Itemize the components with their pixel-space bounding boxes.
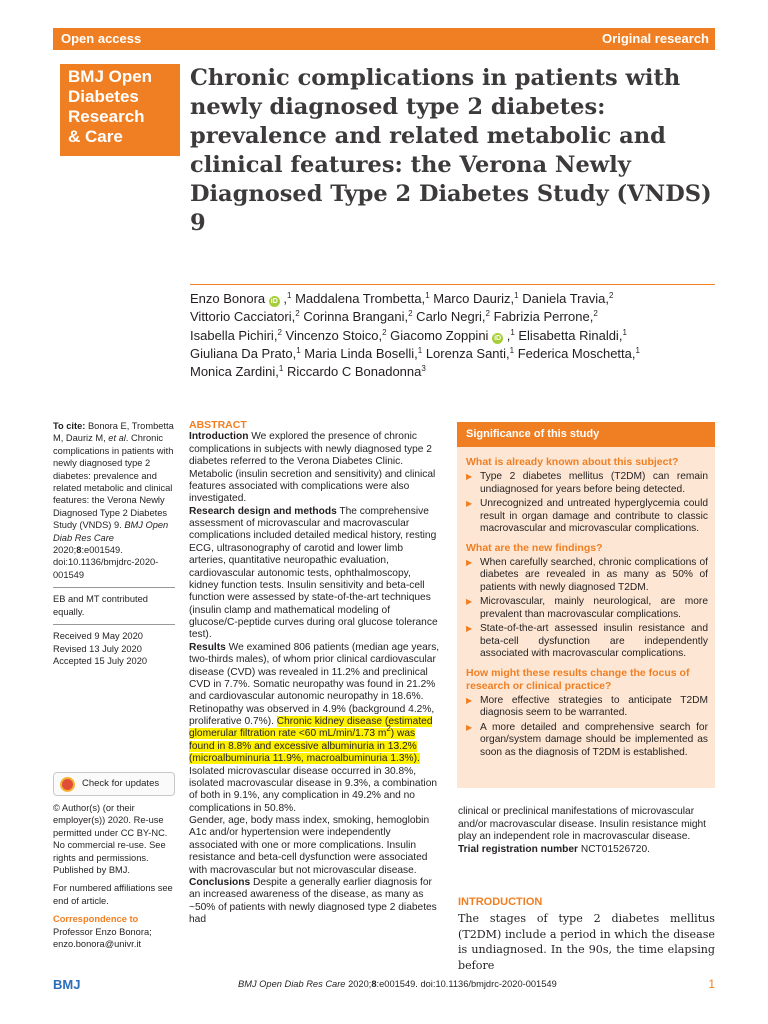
page-number: 1 xyxy=(708,977,715,991)
affil-sup: 1 xyxy=(635,345,640,355)
list-item: ▶ When carefully searched, chronic complications of diabetes are revealed in as many as 50% of patients with newly diagnosed T2DM. xyxy=(466,557,708,595)
logo-line-1: BMJ Open xyxy=(68,67,153,86)
author: Daniela Travia, xyxy=(518,291,609,306)
abstract-results xyxy=(189,642,441,815)
introduction-heading: INTRODUCTION xyxy=(458,896,543,908)
logo-line-3: Research xyxy=(68,107,145,126)
orcid-icon[interactable]: iD xyxy=(494,334,502,342)
abstract-introduction xyxy=(189,431,441,505)
list-item: ▶ A more detailed and comprehensive search for organ/system damage should be implemented as soon as the diagnosis of T2DM is established. xyxy=(466,722,708,760)
author: Carlo Negri, xyxy=(412,309,486,325)
list-item: ▶ Microvascular, mainly neurological, are more prevalent than macrovascular complications. xyxy=(466,596,708,621)
check-for-updates-button[interactable] xyxy=(53,772,175,796)
affil-sup: 2 xyxy=(382,327,387,337)
cite-text: Bonora E, Trombetta M, Dauriz M, xyxy=(53,421,174,444)
author: Maddalena Trombetta, xyxy=(291,291,426,306)
cite-label: To cite: xyxy=(53,421,86,431)
affil-sup: 2 xyxy=(485,309,490,319)
copyright-note: © Author(s) (or their employer(s)) 2020. Re-use permitted under CC BY-NC. No commercial re-use. See rights and permissions. Published by BMJ. xyxy=(53,803,168,876)
author: Vittorio Cacciatori, xyxy=(190,309,296,325)
affil-sup: 2 xyxy=(593,309,598,319)
correspondence-email[interactable]: enzo.bonora@univr.it xyxy=(53,939,141,950)
section-text: We explored the presence of chronic complications in subjects with newly diagnosed type 2 diabetes referred to the Verona Diabetes Clinic. Metabolic (insulin secretion and sensitivity) and clinical features associated with complications were also investigated. xyxy=(189,431,436,505)
footer-year: 2020; xyxy=(345,979,372,989)
section-text: The comprehensive assessment of microvascular and macrovascular complications included detailed medical history, resting ECG, ultrasonography of carotid and lower limb arteries, quantitative neuropathic evaluation, cardiovascular autonomic tests, ophthalmoscopy, kidney function tests. Insulin sensitivity and beta-cell function were assessed by state-of-the-art techniques (insulin clamp and mathematical modeling of glucose/C-peptide curves during oral glucose tolerance test). xyxy=(189,505,438,641)
author: Corinna Brangani, xyxy=(299,309,409,325)
footer-doi: :e001549. doi:10.1136/bmjdrc-2020-001549 xyxy=(376,979,557,989)
affil-sup: 2 xyxy=(295,309,300,319)
cite-text: . Chronic complications in patients with newly diagnosed type 2 diabetes: prevalence and related metabolic and clinical features: the Verona Newly Diagnosed Type 2 Diabetes Study (VNDS) 9. xyxy=(53,433,174,531)
author: Elisabetta Rinaldi, xyxy=(514,327,623,343)
bullet-list xyxy=(466,695,708,760)
abstract-results-cont: Gender, age, body mass index, smoking, hemoglobin A1c and/or hypertension were independently associated with one or more complications. Insulin resistance and beta-cell dysfunction were associated with macrovascular but not microvascular disease. xyxy=(189,815,430,876)
article-type-label: Original research xyxy=(602,31,709,46)
abstract-conclusions xyxy=(189,877,441,927)
author: Monica Zardini, xyxy=(190,364,279,380)
affil-sup: 1 xyxy=(514,291,519,300)
title-divider xyxy=(190,284,715,285)
author: Isabella Pichiri, xyxy=(190,327,278,343)
question-heading: What is already known about this subject? xyxy=(466,456,679,468)
abstract-continuation xyxy=(458,806,716,856)
affil-sup: 1 xyxy=(417,345,423,355)
list-item: ▶ More effective strategies to anticipate T2DM diagnosis seem to be warranted. xyxy=(466,695,708,720)
section-label: Introduction xyxy=(189,431,249,443)
highlight-part: Chronic kidney disease (estimated glomerular filtration rate <60 mL/min/1.73 m xyxy=(189,716,433,740)
citation-block xyxy=(53,420,175,581)
rights-sidebar xyxy=(53,802,175,950)
continuation-text: clinical or preclinical manifestations of microvascular and/or macrovascular disease. Insulin resistance might play an independent role in macrovascular disease. xyxy=(458,806,707,842)
page-footer xyxy=(53,975,715,993)
affil-sup: 1 xyxy=(425,291,430,300)
correspondence-name: Professor Enzo Bonora; xyxy=(53,926,152,937)
cite-etal: et al xyxy=(108,433,126,444)
correspondence-label: Correspondence to xyxy=(53,914,139,925)
orcid-icon[interactable]: iD xyxy=(270,298,278,305)
affil-sup: 1 xyxy=(622,327,627,337)
author-sep: , xyxy=(279,291,288,306)
bullet-list xyxy=(466,557,708,661)
divider xyxy=(53,587,175,588)
affil-sup: 1 xyxy=(509,345,515,355)
logo-line-4: & Care xyxy=(68,127,123,146)
affil-sup: 3 xyxy=(421,364,426,374)
abstract-heading: ABSTRACT xyxy=(189,419,247,431)
section-label: Results xyxy=(189,641,226,653)
crossmark-icon xyxy=(60,777,75,792)
divider xyxy=(53,624,175,625)
superscript: 2 xyxy=(386,724,391,734)
footer-volume: 8 xyxy=(371,979,377,989)
author: Vincenzo Stoico, xyxy=(281,327,383,343)
citation-sidebar xyxy=(53,420,175,667)
abstract xyxy=(189,419,441,926)
author: Giuliana Da Prato, xyxy=(190,345,297,361)
cite-text: 2020; xyxy=(53,545,77,556)
bullet-list xyxy=(466,471,708,536)
author: Marco Dauriz, xyxy=(429,291,515,306)
accepted-date: Accepted 15 July 2020 xyxy=(53,655,148,666)
cite-journal: BMJ Open Diab Res Care xyxy=(53,520,169,543)
section-text: We examined 806 patients (median age years, two-thirds males), of whom prior clinical cardiovascular disease (CVD) was revealed in 11.2% and preclinical CVD in 7.7%. Somatic neuropathy was found in 21.2% and cardiovascular autonomic neuropathy in 18.6%. Retinopathy was observed in 4.9% (background 4.2%, proliferative 0.7%). xyxy=(189,641,440,727)
check-updates-label: Check for updates xyxy=(82,778,160,789)
trial-registration xyxy=(458,844,716,857)
author: Federica Moschetta, xyxy=(514,345,636,361)
introduction-text: The stages of type 2 diabetes mellitus (T2DM) include a period in which the disease is undiagnosed. In the 90s, the time elapsing before xyxy=(458,912,715,972)
affil-sup: 1 xyxy=(296,345,301,355)
author: Fabrizia Perrone, xyxy=(489,309,594,325)
significance-heading: Significance of this study xyxy=(457,422,715,447)
section-label: Research design and methods xyxy=(189,505,337,517)
contribution-note: EB and MT contributed equally. xyxy=(53,594,148,617)
affil-sup: 1 xyxy=(278,364,284,374)
journal-logo xyxy=(60,64,180,156)
author-sep: , xyxy=(503,327,511,343)
affil-sup: 1 xyxy=(510,327,515,337)
top-banner xyxy=(53,28,715,50)
highlight-part: ) was found in 8.8% and excessive albuminuria in 13.2% (microalbuminuria 11.9%, macroalbuminuria 1.3%). xyxy=(189,728,420,765)
significance-body xyxy=(466,454,708,761)
author: Lorenza Santi, xyxy=(422,345,510,361)
footer-journal: BMJ Open Diab Res Care xyxy=(238,979,346,989)
list-item: ▶ State-of-the-art assessed insulin resistance and beta-cell dysfunction are independently associated with macrovascular complications. xyxy=(466,623,708,661)
author-list xyxy=(190,290,715,381)
abstract-methods xyxy=(189,506,441,642)
cite-volume: 8 xyxy=(76,545,82,556)
section-label: Conclusions xyxy=(189,876,251,888)
section-text: Isolated microvascular disease occurred in 30.8%, isolated macrovascular disease in 9.3%, a combination of both in 9.1%, any complication in 49.2% and no complications in 50.8%. xyxy=(189,765,438,814)
logo-line-2: Diabetes xyxy=(68,87,139,106)
affil-sup: 2 xyxy=(408,309,413,319)
author: Maria Linda Boselli, xyxy=(300,345,418,361)
affil-sup: 2 xyxy=(608,291,614,300)
open-access-label: Open access xyxy=(61,31,142,46)
question-heading: How might these results change the focus of research or clinical practice? xyxy=(466,666,690,692)
affil-sup: 1 xyxy=(287,291,292,300)
author: Enzo Bonora xyxy=(190,291,266,306)
affil-sup: 2 xyxy=(277,327,282,337)
list-item: ▶ Unrecognized and untreated hyperglycemia could result in organ damage and contribute to classic macrovascular and microvascular complications. xyxy=(466,498,708,536)
list-item: ▶ Type 2 diabetes mellitus (T2DM) can remain undiagnosed for years before being detected. xyxy=(466,471,708,496)
question-heading: What are the new findings? xyxy=(466,541,603,554)
trial-number: NCT01526720. xyxy=(578,843,650,855)
trial-label: Trial registration number xyxy=(458,843,579,855)
affiliations-note: For numbered affiliations see end of article. xyxy=(53,883,173,906)
author: Riccardo C Bonadonna xyxy=(283,364,422,380)
significance-box xyxy=(457,422,715,788)
cite-doi[interactable]: :e001549. doi:10.1136/bmjdrc-2020-001549 xyxy=(53,545,159,580)
footer-citation xyxy=(238,979,557,989)
article-title: Chronic complications in patients with newly diagnosed type 2 diabetes: prevalence and related metabolic and clinical features: the Verona Newly Diagnosed Type 2 Diabetes Study (VNDS) 9 xyxy=(190,65,712,236)
author: Giacomo Zoppini xyxy=(386,327,489,343)
bmj-logo: BMJ xyxy=(53,977,81,992)
section-text: Despite a generally earlier diagnosis for an increased awareness of the disease, as many as ~50% of patients with newly diagnosed type 2 diabetes had xyxy=(189,876,437,925)
revised-date: Revised 13 July 2020 xyxy=(53,643,142,654)
received-date: Received 9 May 2020 xyxy=(53,631,143,642)
